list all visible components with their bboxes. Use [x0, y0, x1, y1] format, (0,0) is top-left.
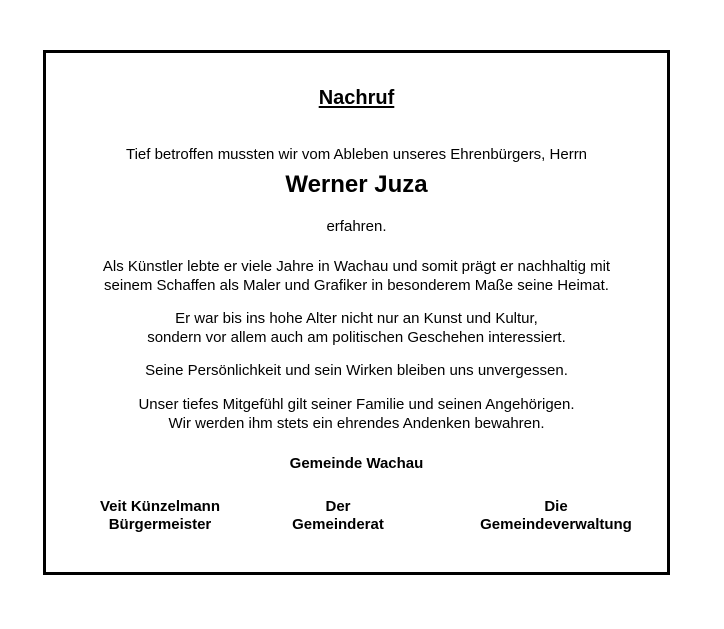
- paragraph-3: Seine Persönlichkeit und sein Wirken bleiben uns unvergessen.: [145, 362, 568, 379]
- informed-text: erfahren.: [326, 218, 387, 235]
- paragraph-4-line-1: Unser tiefes Mitgefühl gilt seiner Familie und seinen Angehörigen.: [138, 396, 575, 413]
- obituary-frame: [43, 50, 670, 575]
- organization-name: Gemeinde Wachau: [289, 455, 424, 472]
- signature-mayor-name: Veit Künzelmann: [99, 498, 221, 515]
- paragraph-1-line-1: Als Künstler lebte er viele Jahre in Wachau und somit prägt er nachhaltig mit: [102, 258, 611, 275]
- paragraph-1-line-2: seinem Schaffen als Maler und Grafiker in besonderem Maße seine Heimat.: [104, 277, 609, 294]
- deceased-name: Werner Juza: [285, 171, 428, 198]
- signature-council-line-1: Der: [325, 498, 351, 515]
- obituary-title: Nachruf: [318, 87, 395, 109]
- signature-administration: [471, 498, 641, 534]
- signature-mayor-role: Bürgermeister: [108, 516, 212, 533]
- paragraph-4-line-2: Wir werden ihm stets ein ehrendes Andenken bewahren.: [168, 415, 545, 432]
- signature-administration-line-2: Gemeindeverwaltung: [480, 516, 632, 533]
- signature-council: [278, 498, 398, 534]
- signature-mayor: [78, 498, 242, 534]
- signature-council-line-2: Gemeinderat: [292, 516, 384, 533]
- paragraph-2-line-1: Er war bis ins hohe Alter nicht nur an Kunst und Kultur,: [175, 310, 538, 327]
- paragraph-2-line-2: sondern vor allem auch am politischen Geschehen interessiert.: [147, 329, 566, 346]
- intro-text: Tief betroffen mussten wir vom Ableben unseres Ehrenbürgers, Herrn: [125, 146, 588, 163]
- signature-administration-line-1: Die: [544, 498, 568, 515]
